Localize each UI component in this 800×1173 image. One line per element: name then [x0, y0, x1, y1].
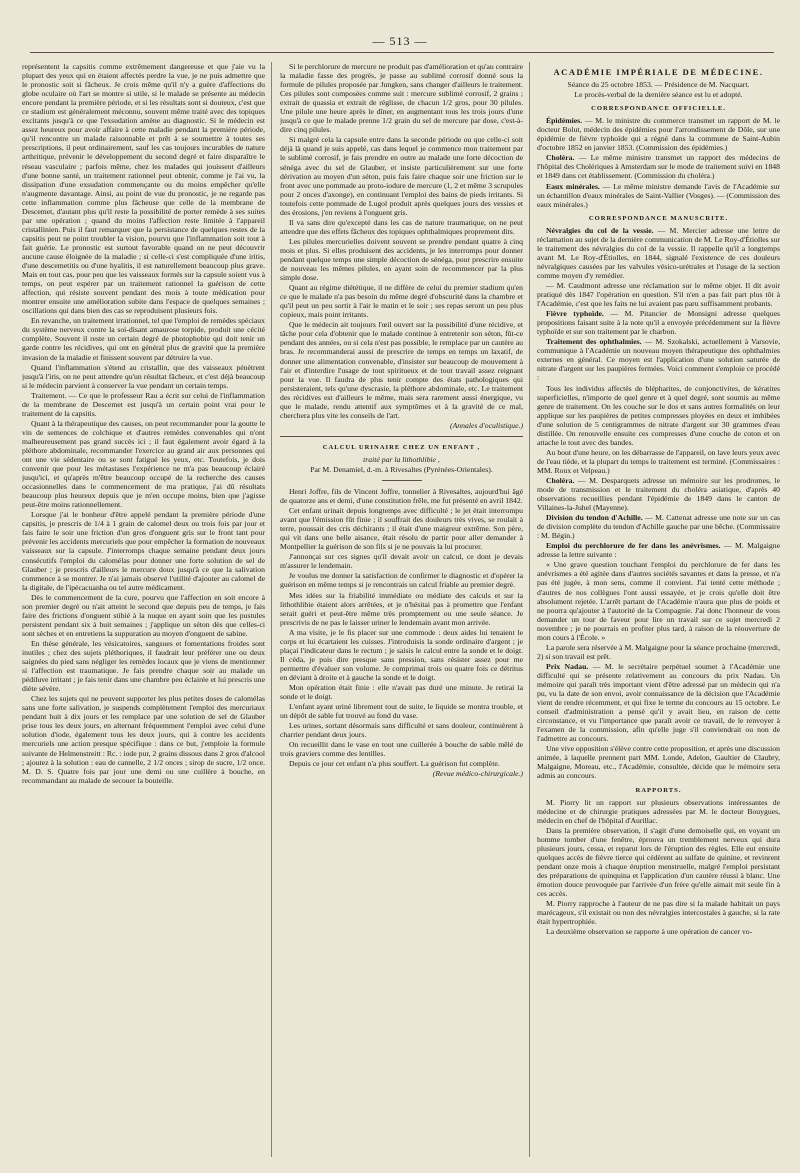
- header-rule: [30, 52, 774, 53]
- paragraph: Quand l'inflammation s'étend au cristallin, que des vaisseaux pénètrent jusqu'à l'iris, on ne peut attendre qu'un résultat fâcheux, et c'est déjà beaucoup si le médecin parvient à conserver la vue pendant un certain temps.: [22, 362, 265, 390]
- paragraph: Lorsque j'ai le bonheur d'être appelé pendant la première période d'une capsitis, je prescris de 1/4 à 1 grain de calomel deux ou trois fois par jour et fais faire le soir une friction d'un gros d'onguent gris sur le front tant pour prévenir les accidents mercuriels que pour empêcher la formation de nouveaux vaisseaux sur la capsule. J'interromps chaque semaine pendant deux jours consécutifs l'emploi du calomélas pour donner une forte solution de sel de Glauber ; je prescris d'ailleurs le mercure doux jusqu'à ce que la salivation commence à se montrer. Je n'ai jamais observé l'utilité d'ajouter au calomel de la digitale, de l'ipécacuanha ou tel autre médicament.: [22, 510, 265, 592]
- paragraph: Les pilules mercurielles doivent souvent se prendre pendant quatre à cinq mois et plus. Si elles produisent des accidents, je les interromps pour donner pendant quelque temps une simple décoction de sénéga, pour prescrire ensuite de nouveau les mêmes pilules, en ayant soin de recommencer par la plus simple dose.: [280, 236, 523, 283]
- entry-title: Épidémies.: [546, 116, 583, 126]
- entry-title: Eaux minérales.: [546, 181, 600, 191]
- entry-title: Choléra.: [546, 153, 575, 163]
- entry-title: Choléra.: [546, 475, 575, 485]
- paragraph: L'enfant ayant uriné librement tout de suite, le liquide se montra trouble, et un dépôt de sable fut trouvé au fond du vase.: [280, 702, 523, 721]
- column-divider: [529, 62, 530, 1157]
- paragraph: M. Piorry rapproche à l'auteur de ne pas dire si la malade habitait un pays marécageux, s'il existait ou non des névralgies intercostales à gauche, si la rate était hypertrophiée.: [537, 899, 780, 927]
- correspondence-manuscript: [537, 226, 780, 781]
- entry-text: — M. Szokalski, actuellement à Varsovie, communique à l'Académie un nouveau moyen thérapeutique des ophthalmies externes en général. Ce moyen est l'application d'une solution saturée de nitrate d'argent sur les paupières fermées. Voici comment s'emploie ce procédé :: [537, 337, 780, 383]
- paragraph: Traitement. — Ce que le professeur Rau a écrit sur celui de l'inflammation de la membrane de Descemet est jusqu'à un certain point vrai pour le traitement de la capsitis.: [22, 390, 265, 418]
- entry: [537, 643, 780, 661]
- paragraph: A ma visite, je le fis placer sur une commode : deux aides lui tenaient le corps et lui écartaient les cuisses. J'introduisis la sonde ordinaire d'argent ; je plaçai l'indicateur dans le rectum ; je saisis le calcul entre la sonde et le doigt. Il céda, je puis dire presque sans pression, sans résister assez pour me permettre d'évaluer son volume. Je comprimai trois ou quatre fois ce détritus en déviant à droite et à gauche la sonde et le doigt.: [280, 627, 523, 682]
- paragraph: Henri Joffre, fils de Vincent Joffre, tonnelier à Rivesaltes, aujourd'hui âgé de quatorze ans et demi, d'une constitution frêle, me fut présenté en avril 1842.: [280, 487, 523, 506]
- entry: [537, 116, 780, 152]
- column-divider: [271, 62, 272, 1157]
- column-2: [280, 62, 523, 1162]
- article-author: Par M. Denamiel, d.-m. à Rivesaltes (Pyrénées-Orientales).: [310, 464, 493, 474]
- citation: (Revue médico-chirurgicale.): [432, 769, 523, 779]
- academy-heading: ACADÉMIE IMPÉRIALE DE MÉDECINE.: [553, 67, 764, 77]
- entry-text: — Le même ministre transmet un rapport des médecins de l'hôpital des Cholériques à Amsterdam sur le mode de traitement suivi en 1848 et 1849 dans cet établissement. (Commission du choléra.): [537, 153, 780, 181]
- entry-text: — M. Cattenat adresse une note sur un cas de division complète du tendon d'Achille gauche par une bêche. (Commissaire : M. Bégin.): [537, 513, 780, 541]
- paragraph: Mon opération était finie : elle n'avait pas duré une minute. Je retirai la sonde et le doigt.: [280, 683, 523, 702]
- paragraph: On recueillit dans le vase en tout une cuillerée à bouche de sable mêlé de trois graviers comme des lentilles.: [280, 740, 523, 759]
- entry: [537, 384, 780, 447]
- paragraph: Quant au régime diététique, il ne diffère de celui du premier stadium qu'en ce que le malade n'a pas besoin du même degré d'obscurité dans la chambre et qu'il peut un peu sortir à l'air le matin et le soir ; ses repas seront un peu plus copieux, mais point irritants.: [280, 283, 523, 320]
- paragraph: Mes idées sur la friabilité immédiate ou médiate des calculs et sur la lithothlibie étaient alors arrêtées, et je n'hésitai pas à promettre que l'enfant serait guéri et peut-être même très promptement ou une seule séance. Je prescrivis de ne pas le laisser uriner le lendemain avant mon arrivée.: [280, 590, 523, 627]
- section-heading: CORRESPONDANCE OFFICIELLE.: [591, 105, 726, 113]
- entry-text: — Le même ministre demande l'avis de l'Académie sur un échantillon d'eaux minérales de Saint-Vallier (Vosges). — (Commission des eaux minérales.): [537, 181, 780, 209]
- section-heading: RAPPORTS.: [635, 786, 682, 794]
- entry: [537, 560, 780, 641]
- entry-title: Traitement des ophthalmies.: [546, 337, 642, 347]
- entry-title: Division du tendon d'Achille.: [546, 513, 643, 523]
- column-1: [22, 62, 265, 1162]
- entry: [537, 182, 780, 209]
- paragraph: M. Piorry lit un rapport sur plusieurs observations intéressantes de médecine et de chirurgie pratiques adressées par M. le docteur Bouygues, médecin en chef de l'hôpital d'Aurillac.: [537, 797, 780, 825]
- entry-text: — M. Pitancier de Monsigni adresse quelques propositions faisant suite à la note qu'il a envoyée précédemment sur la fièvre typhoïde et sur son traitement par le charbon.: [537, 309, 780, 337]
- entry-text: — M. le secrétaire perpétuel soumet à l'Académie une difficulté qui se présente relativement au concours du prix Nadau. Un mémoire qui paraît très important vient d'être adressé par un médecin qui n'a pu, vu la date de son envoi, avoir connaissance de la décision que l'Académie vient de rendre récemment, et qui fixe le terme du concours au 15 octobre. Le conseil d'administration a pensé qu'il y avait lieu, en raison de cette circonstance, et vu l'importance que paraît avoir ce travail, de le renvoyer à l'examen de la commission, afin qu'elle juge s'il conviendrait ou non de l'admettre au concours.: [537, 661, 780, 744]
- entry-title: Emploi du perchlorure de fer dans les anévrismes.: [546, 541, 721, 551]
- entry-text: — M. Malgaigne adresse la lettre suivante :: [537, 541, 780, 560]
- entry: [537, 226, 780, 280]
- entry: [537, 541, 780, 559]
- paragraph: Chez les sujets qui ne peuvent supporter les plus petites doses de calomélas sans une forte salivation, je suspends complètement l'emploi des mercuriaux pendant huit à dix jours et les remplace par une solution de sel de Glauber prise tous les deux jours, en alternant fréquemment l'emploi avec celui d'une solution d'iode, également tous les deux jours, qui à contre les accidents mercuriels une action presque spécifique : dans ce but, j'emploie la formule suivante de Helmenstreitt : Rc. : iode pur, 2 grains dissous dans 2 gros d'alcool ; ajoutez à la solution : eau de cannelle, 2 1/2 onces ; sirop de sucre, 1/2 once. M. D. S. Quatre fois par jour une demi ou une cuillère à bouche, en recommandant au malade de secouer la bouteille.: [22, 694, 265, 785]
- paragraph: Que le médecin ait toujours l'œil ouvert sur la possibilité d'une récidive, et tâche pour cela d'obtenir que le malade continue à entretenir son séton, fût-ce pendant des années, ou si cela n'est pas possible, le remplace par un cautère au bras. Je recommanderai aussi de prescrire de temps en temps un laxatif, de donner une alimentation convenable, d'insister sur beaucoup de mouvement à l'air et d'interdire l'usage de tout spiritueux et de tout travail assez reignant pour la vue. Il faudra de plus tenir compte des états pathologiques qui persisteraient, tels qu'une dyscrasie, la pléthore abdominale, etc. Le traitement des récidives est d'ailleurs le même, mais sera rarement aussi énergique, vu que le malade, rendu attentif aux symptômes et à la gravité de ce mal, cherchera plus vite les conseils de l'art.: [280, 320, 523, 420]
- citation: (Annales d'oculistique.): [450, 420, 523, 430]
- entry-text: « Une grave question touchant l'emploi du perchlorure de fer dans les anévrismes a été agitée dans d'autres sociétés savantes et dans la presse, et n'a pas été jugée, à mon sens, comme il convient. J'ai tenté cette méthode ; d'autres de nos collègues l'ont aussi essayée, et je crois qu'elle doit être absolument rejetée. L'arrêt partant de l'Académie n'aura que plus de poids et ne pourra qu'ajouter à l'autorité de la Compagnie. J'ai donc l'honneur de vous demander un tour de faveur pour lire un travail sur ce sujet mercredi 2 novembre ; je ne pourrais en profiter plus tard, à raison de la réouverture de mon cours à l'École. »: [537, 560, 780, 642]
- column-3: [537, 62, 780, 1162]
- entry: [537, 662, 780, 743]
- entry: [537, 476, 780, 512]
- article-subheading: traité par la lithothlibie ,: [363, 454, 440, 464]
- divider: [382, 480, 422, 481]
- entry-title: Fièvre typhoïde.: [546, 309, 604, 319]
- entry-text: Au bout d'une heure, on les débarrasse de l'appareil, on lave leurs yeux avec de l'eau tiède, et la plupart du temps le traitement est terminé. (Commissaires : MM. Roux et Velpeau.): [537, 447, 780, 475]
- paragraph: J'annonçai sur ces signes qu'il devait avoir un calcul, ce dont je devais m'assurer le lendemain.: [280, 552, 523, 571]
- paragraph: Cet enfant urinait depuis longtemps avec difficulté ; le jet était interrompu avant que l'émission fût finie ; il souffrait des douleurs très vives, se roulait à terre, poussait des cris déchirants ; il était d'une maigreur extrême. Son père, qui vit dans une belle aisance, était résolu de partir pour aller demander à Montpellier la guérison de son fils si je ne pouvais la lui procurer.: [280, 506, 523, 552]
- paragraph: En revanche, un traitement irrationnel, tel que l'emploi de remèdes spéciaux du système nerveux contre la soi-disant amaurose torpide, produit une cécité complète. Souvent il reste un certain degré de photophobie qui doit tenir un garde contre les récidives, qui ont en général plus de gravité que la première invasion de la maladie et finissent souvent par détruire la vue.: [22, 316, 265, 362]
- paragraph: Il va sans dire qu'excepté dans les cas de nature traumatique, on ne peut attendre que des effets fâcheux des topiques ophthalmiques proprement dits.: [280, 217, 523, 236]
- section-rule: [280, 436, 523, 437]
- paragraph: En thèse générale, les vésicatoires, sangsues et fomentations froides sont inutiles ; chez des sujets pléthoriques, il faudrait leur préférer une ou deux saignées du pied sans négliger les remèdes locaux que je viens de mentionner si l'affection est traumatique. Je fais prendre chaque soir au malade un pédiluve irritant ; je fais tenir dans une chambre peu éclairée et lui prescris une diète sévère.: [22, 638, 265, 694]
- entry-text: — M. Caudmont adresse une réclamation sur le même objet. Il dit avoir pratiqué dès 1847 l'opération en question. S'il n'en a pas fait part plus tôt à l'Académie, c'est que les faits ne lui avaient pas paru suffisamment probants.: [537, 280, 780, 309]
- entry-text: Tous les individus affectés de blépharites, de conjonctivites, de kératites superficielles, n'importe de quel genre et à quel degré, sont soumis au même genre de traitement. On les couche sur le dos et sans autres formalités on leur applique sur les paupières de petites compresses ployées en deux et imbibées d'une solution de 5 centigrammes de nitrate d'argent sur 30 grammes d'eau distillée. On renouvelle ensuite ces compresses d'une couche de coton et on attache le tout avec des bandes.: [537, 383, 780, 447]
- page-number: — 513 —: [372, 34, 428, 48]
- paragraph: Dès le commencement de la cure, pourvu que l'affection en soit encore à son premier degré ou n'ait atteint le second que depuis peu de temps, je fais faire des frictions d'onguent stibié à la nuque en ayant soin que les pustules persistent pendant six à huit semaines ; j'applique un séton dès que celles-ci sont sèches et en entretiens la suppuration au moyen d'onguent de sabine.: [22, 592, 265, 638]
- entry-text: Une vive opposition s'élève contre cette proposition, et après une discussion animée, à laquelle prennent part MM. Londe, Adelon, Gaultier de Claubry, Malgaigne, Moreau, etc., l'Académie, consultée, décide que le mémoire sera admis au concours.: [537, 744, 780, 781]
- paragraph: représentent la capsitis comme extrêmement dangereuse et que j'aie vu la plupart des yeux qui en étaient affectés perdre la vue, je ne puis admettre que le pronostic soit si fâcheux. Je crois même qu'il n'y a guère d'affections du globe oculaire où l'art se montre si utile, si le malade se présente au médecin encore pendant la première période, et si les résultats sont si douteux, c'est que ce stadium est généralement méconnu, souvent même traité avec des topiques excitants jusqu'à ce que l'exsudation amène au diagnostic. Si le médecin est assez heureux pour avoir affaire à cette maladie pendant la première période, qu'il rencontre un malade raisonnable et prêt à se soumettre à toutes ses prescriptions, il peut ordinairement, sauf les cas toujours incurables de nature arthritique, prévenir le développement du second degré et faire disparaître le réseau vasculaire ; parfois même, chez les malades qui jouissent d'ailleurs d'une bonne santé, un traitement rationnel peut obtenir, comme je l'ai vu, la dissipation d'une exsudation commençante ou du moins empêcher qu'elle n'augmente davantage. Ainsi, au point de vue du pronostic, je ne regarde pas cette inflammation comme plus fâcheuse que celle de la membrane de Descemet, d'autant plus qu'il reste la possibilité de porter remède à ses suites par une opération ; quand du moins l'affection reste limitée à l'appareil cristallinien. Puis il faut remarquer que la persistance de quelques restes de la capsitis peut ne point troubler la vision, pourvu que l'inflammation soit tout à fait guérie. Le pronostic est surtout favorable quand on ne peut découvrir aucune cause éloignée de la maladie ; si celle-ci s'est compliquée d'une iritis, d'une descemetitis ou d'une hyalitis, il est naturellement beaucoup plus grave. Mais en tout cas, pour peu que les vaisseaux formés sur la capsule soient vus à temps, on peut espérer par un traitement rationnel la guérison de cette affection, qui résiste souvent pendant des mois à toute médication pour montrer ensuite une amélioration subite dans l'espace de quelques semaines ; oscillations qui dans bien des cas se reproduisent plusieurs fois.: [22, 62, 265, 316]
- entry: [537, 153, 780, 180]
- paragraph: Je voulus me donner la satisfaction de confirmer le diagnostic et d'opérer la guérison en même temps si je rencontrais un calcul friable au premier degré.: [280, 571, 523, 590]
- correspondence-official: [537, 116, 780, 208]
- paragraph: Les urines, sortant désormais sans difficulté et sans douleur, continuèrent à charrier pendant deux jours.: [280, 721, 523, 740]
- paragraph: Si le perchlorure de mercure ne produit pas d'amélioration et qu'au contraire la maladie fasse des progrès, je passe au sublimé corrosif donné sous la formule de pilules proposée par Jungken, sans changer d'ailleurs le traitement. Ces pilules sont composées comme suit : mercure sublimé corrosif, 2 grains ; extrait de quassia et extrait de réglisse, de chacun 1/2 gros, pour 30 pilules. Une pilule une heure après le dîner, en augmentant tous les trois jours d'une jusqu'à ce que le malade prenne 1/2 grain du sel de mercure par dose, c'est-à-dire cinq pilules.: [280, 62, 523, 135]
- entry-text: — M. le ministre du commerce transmet un rapport de M. le docteur Bolut, médecin des épidémies pour l'arrondissement de Dôle, sur une épidémie de fièvre typhoïde qui a régné dans la commune de Saint-Aubin d'octobre 1852 en janvier 1853. (Commission des épidémies.): [537, 116, 780, 153]
- entry-text: La parole sera réservée à M. Malgaigne pour la séance prochaine (mercredi, 2) si son travail est prêt.: [537, 642, 780, 661]
- entry-text: — M. Mercier adresse une lettre de réclamation au sujet de la dernière communication de M. Le Roy-d'Étiolles sur le traitement des névralgies du col de la vessie. Il rappelle qu'il a longtemps avant M. Le Roy-d'Étiolles, en 1844, signalé l'existence de ces douleurs névralgiques causées par les valvules vésico-urétrales et l'usage de la section comme moyen d'y remédier.: [537, 225, 780, 280]
- section-heading: CORRESPONDANCE MANUSCRITE.: [588, 214, 729, 222]
- entry-text: — M. Desparquets adresse un mémoire sur les prodromes, le mode de transmission et le traitement du choléra asiatique, d'après 40 observations recueillies pendant l'épidémie de 1849 dans le canton de Villaines-la-Juhel (Mayenne).: [537, 475, 780, 513]
- minutes-line: Le procès-verbal de la dernière séance est lu et adopté.: [574, 90, 743, 100]
- entry: [537, 513, 780, 540]
- paragraph: La deuxième observation se rapporte à une opération de cancer vo-: [546, 927, 753, 937]
- paragraph: Quant à la thérapeutique des causes, on peut recommander pour la goutte le vin de semences de colchique et d'autres remèdes convenables qui n'ont malheureusement pas grand succès ici ; il faut également avoir égard à la pléthore abdominale, recommander l'exercice au grand air aux personnes qui ont une vie sédentaire ou se sont fatigué les yeux, etc. Toutefois, je dois convenir que pour les métastases l'expérience ne m'a pas beaucoup éclairé jusqu'ici, et qu'après m'être beaucoup occupé de la recherche des causes occasionnelles dans le commencement de ma pratique, j'ai dû résultats beaucoup plus heureux depuis que je m'en occupe moins, bien que j'agisse peut-être moins rationnellement.: [22, 418, 265, 510]
- entry: [537, 281, 780, 308]
- entry: [537, 337, 780, 382]
- article-heading: CALCUL URINAIRE CHEZ UN ENFANT ,: [322, 443, 481, 451]
- entry-title: Prix Nadau.: [546, 661, 589, 671]
- paragraph: Si malgré cela la capsule entre dans la seconde période ou que celle-ci soit déjà là quand je suis appelé, cas dans lequel je commence mon traitement par le sublimé corrosif, je fais prendre en outre au malade une forte décoction de sénéga avec du sel de Glauber, et insiste particulièrement sur une forte dérivation au moyen d'un séton, puis fais faire chaque soir une friction sur le front avec une pommade au proto-iodure de mercure (1, 2 et même 3 scrupules pour 2 onces d'axonge), en continuant l'emploi des bains de pieds irritants. Si toutefois cette pommade de Lugol produit après quelques jours des vessies et des érosions, j'en reviens à l'onguent gris.: [280, 135, 523, 217]
- entry: [537, 309, 780, 336]
- entry: [537, 744, 780, 780]
- session-line: Séance du 25 octobre 1853. — Présidence de M. Nacquart.: [567, 80, 750, 90]
- paragraph: Dans la première observation, il s'agit d'une demoiselle qui, en voyant un homme tomber d'une fenêtre, éprouva un tremblement nerveux qui dura plusieurs jours, cessa, et reparut lors de l'éruption des règles. Elle eut ensuite quelques accès de fièvre tierce qui cédèrent au sulfate de quinine, et revinrent pendant onze mois à chaque éruption menstruelle, malgré l'emploi persistant des préparations de quinquina et l'application d'un cautère réussi à blanc. Une émotion douce provoquée par l'arrivée d'un frère qu'elle aimait mit seule fin à ces accès.: [537, 825, 780, 899]
- entry: [537, 448, 780, 475]
- paragraph: Depuis ce jour cet enfant n'a plus souffert. La guérison fut complète.: [289, 759, 500, 769]
- entry-title: Névralgies du col de la vessie.: [546, 225, 654, 235]
